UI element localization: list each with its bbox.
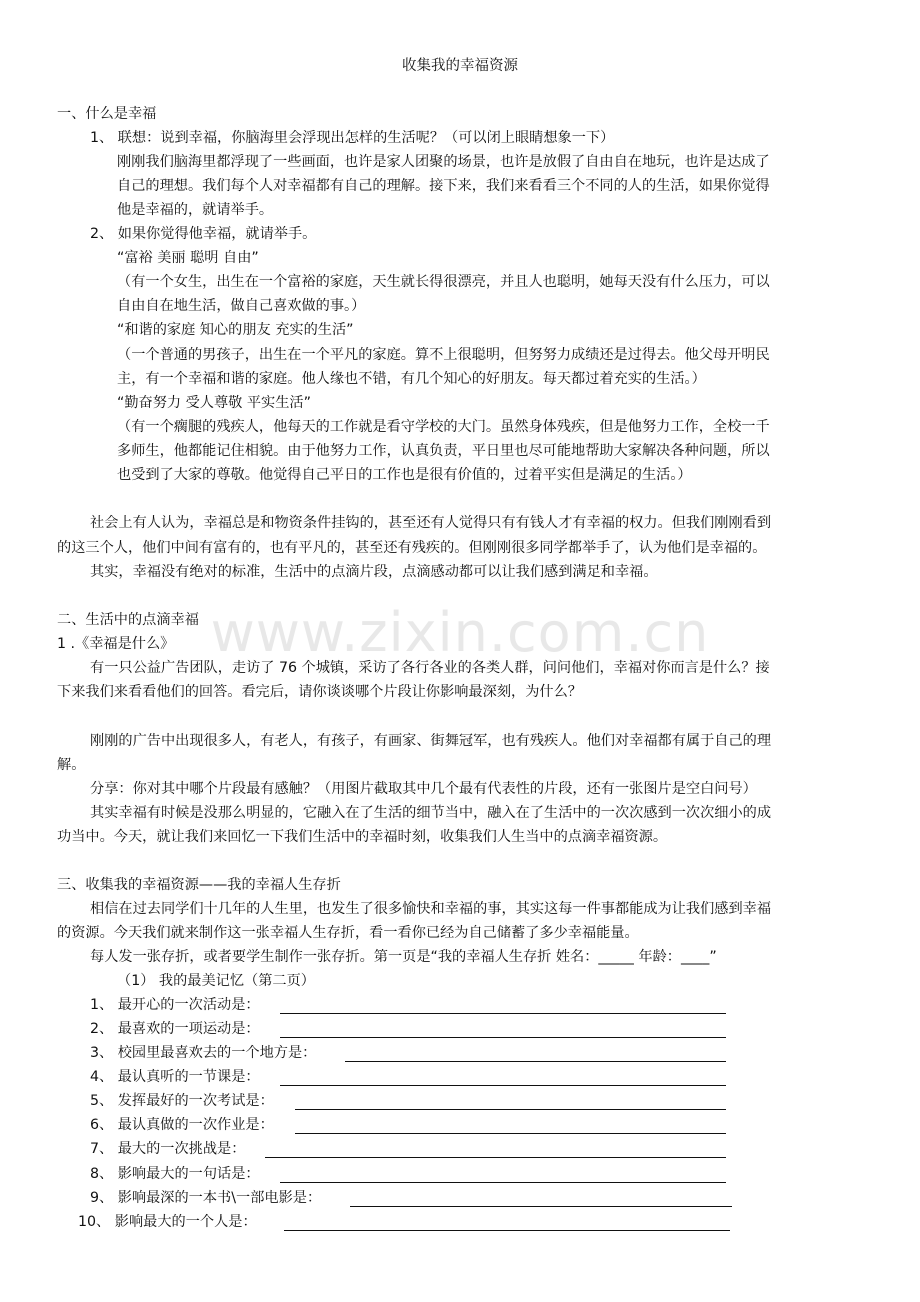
- fill-in-item-10: 10、 影响最大的一个人是：: [78, 1210, 730, 1234]
- answer-line[interactable]: [345, 1061, 726, 1062]
- fill-in-item-8: 8、 影响最大的一句话是：: [90, 1162, 726, 1186]
- paragraph-line: 的资源。今天我们就来制作这一张幸福人生存折，看一看你已经为自己储蓄了多少幸福能量。: [57, 925, 639, 941]
- paragraph-line: 功当中。今天，就让我们来回忆一下我们生活中的幸福时刻，收集我们人生当中的点滴幸福资源。: [57, 829, 668, 845]
- description-line: （有一个女生，出生在一个富裕的家庭，天生就长得很漂亮，并且人也聪明，她每天没有什么压力，可以: [117, 274, 770, 290]
- subheading: 1 .《幸福是什么》: [57, 636, 175, 652]
- fill-in-item-6: 6、 最认真做的一次作业是：: [90, 1113, 726, 1137]
- paragraph-line: 有一只公益广告团队，走访了 76 个城镇，采访了各行各业的各类人群，问问他们，幸福对你而言是什么？接: [90, 660, 770, 676]
- description-line: 自由自在地生活，做自己喜欢做的事。）: [117, 298, 366, 314]
- answer-line[interactable]: [350, 1206, 732, 1207]
- answer-line[interactable]: [280, 1182, 726, 1183]
- fill-in-item-4: 4、 最认真听的一节课是：: [90, 1065, 726, 1089]
- answer-line[interactable]: [295, 1133, 726, 1134]
- answer-line[interactable]: [295, 1109, 726, 1110]
- description-line: 也受到了大家的尊敬。他觉得自己平日的工作也是很有价值的，过着平实但是满足的生活。）: [117, 467, 692, 483]
- fill-in-item-9: 9、 影响最深的一本书\一部电影是：: [90, 1186, 732, 1210]
- paragraph-line: 下来我们来看看他们的回答。看完后，请你谈谈哪个片段让你影响最深刻，为什么？: [57, 684, 582, 700]
- paragraph-line: 刚刚的广告中出现很多人，有老人，有孩子，有画家、街舞冠军，也有残疾人。他们对幸福都有属于自己的理: [90, 733, 772, 749]
- fill-in-item-2: 2、 最喜欢的一项运动是：: [90, 1017, 726, 1041]
- answer-line[interactable]: [280, 1037, 726, 1038]
- section-heading-1: 一、什么是幸福: [57, 106, 157, 122]
- subheading: （1） 我的最美记忆（第二页）: [117, 973, 315, 989]
- question-2: 2、 如果你觉得他幸福，就请举手。: [90, 226, 317, 242]
- page-title: 收集我的幸福资源: [402, 58, 518, 74]
- answer-line[interactable]: [284, 1230, 730, 1231]
- summary-line: 其实，幸福没有绝对的标准，生活中的点滴片段，点滴感动都可以让我们感到满足和幸福。: [90, 564, 658, 580]
- paragraph-line: 刚刚我们脑海里都浮现了一些画面，也许是家人团聚的场景，也许是放假了自由自在地玩，也许是达成了: [117, 154, 770, 170]
- summary-line: 社会上有人认为，幸福总是和物资条件挂钩的，甚至还有人觉得只有有钱人才有幸福的权力。但我们刚刚看到: [90, 515, 772, 531]
- paragraph-line: 自己的理想。我们每个人对幸福都有自己的理解。接下来，我们来看看三个不同的人的生活，如果你觉得: [117, 178, 770, 194]
- question-1: 1、 联想：说到幸福，你脑海里会浮现出怎样的生活呢？（可以闭上眼睛想象一下）: [90, 130, 615, 146]
- answer-line[interactable]: [280, 1085, 726, 1086]
- watermark: www.zixin.com.cn: [210, 601, 710, 664]
- fill-in-item-5: 5、 发挥最好的一次考试是：: [90, 1089, 726, 1113]
- fill-in-item-3: 3、 校园里最喜欢去的一个地方是：: [90, 1041, 726, 1065]
- fill-in-item-7: 7、 最大的一次挑战是：: [90, 1137, 726, 1161]
- summary-line: 的这三个人，他们中间有富有的，也有平凡的，甚至还有残疾的。但刚刚很多同学都举手了，认为他们是幸福的。: [57, 540, 767, 556]
- description-line: 多师生，他都能记住相貌。由于他努力工作，认真负责，平日里也尽可能地帮助大家解决各种问题，所以: [117, 443, 770, 459]
- section-heading-2: 二、生活中的点滴幸福: [57, 612, 199, 628]
- description-line: （有一个瘸腿的残疾人，他每天的工作就是看守学校的大门。虽然身体残疾，但是他努力工作，全校一千: [117, 419, 770, 435]
- share-prompt: 分享：你对其中哪个片段最有感触？（用图片截取其中几个最有代表性的片段，还有一张图片是空白问号）: [90, 781, 757, 797]
- fill-in-item-1: 1、 最开心的一次活动是：: [90, 993, 726, 1017]
- paragraph-line: 解。: [57, 757, 86, 773]
- keywords-3: “勤奋努力 受人尊敬 平实生活”: [117, 395, 311, 411]
- paragraph-line: 相信在过去同学们十几年的人生里，也发生了很多愉快和幸福的事，其实这每一件事都能成为让我们感到幸福: [90, 901, 772, 917]
- section-heading-3: 三、收集我的幸福资源——我的幸福人生存折: [57, 877, 341, 893]
- keywords-2: “和谐的家庭 知心的朋友 充实的生活”: [117, 322, 354, 338]
- description-line: （一个普通的男孩子，出生在一个平凡的家庭。算不上很聪明，但努努力成绩还是过得去。他父母开明民: [117, 347, 770, 363]
- passbook-instruction: 每人发一张存折，或者要学生制作一张存折。第一页是“我的幸福人生存折 姓名：_____ 年龄：____”: [90, 949, 717, 965]
- answer-line[interactable]: [265, 1157, 726, 1158]
- answer-line[interactable]: [280, 1013, 726, 1014]
- keywords-1: “富裕 美丽 聪明 自由”: [117, 250, 259, 266]
- paragraph-line: 他是幸福的，就请举手。: [117, 202, 274, 218]
- description-line: 主，有一个幸福和谐的家庭。他人缘也不错，有几个知心的好朋友。每天都过着充实的生活。）: [117, 371, 706, 387]
- paragraph-line: 其实幸福有时候是没那么明显的，它融入在了生活的细节当中，融入在了生活中的一次次感到一次次细小的成: [90, 805, 772, 821]
